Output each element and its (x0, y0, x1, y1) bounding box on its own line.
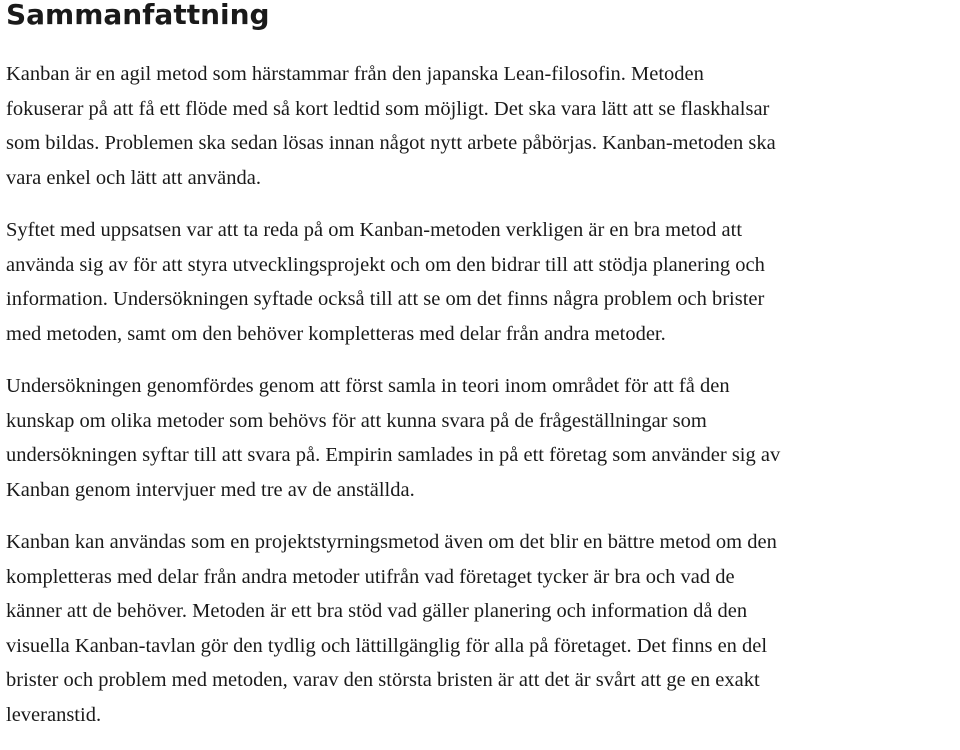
paragraph-line: använda sig av för att styra utvecklingsprojekt och om den bidrar till att stödja planering och (6, 253, 765, 276)
page-title: Sammanfattning (6, 0, 270, 31)
paragraph-line: Kanban genom intervjuer med tre av de anställda. (6, 478, 415, 501)
paragraph-line: leveranstid. (6, 703, 102, 726)
paragraph-3 (6, 369, 956, 507)
paragraph-1 (6, 57, 956, 195)
paragraph-line: Syftet med uppsatsen var att ta reda på om Kanban-metoden verkligen är en bra metod att (6, 219, 743, 241)
paragraph-4 (6, 525, 956, 732)
paragraph-line: som bildas. Problemen ska sedan lösas innan något nytt arbete påbörjas. Kanban-metoden ska (6, 132, 776, 154)
paragraph-line: kompletteras med delar från andra metoder utifrån vad företaget tycker är bra och vad de (6, 565, 735, 588)
paragraph-line: fokuserar på att få ett flöde med så kort ledtid som möjligt. Det ska vara lätt att se flaskhalsar (6, 97, 770, 120)
paragraph-line: Kanban är en agil metod som härstammar från den japanska Lean-filosofin. Metoden (6, 63, 704, 85)
paragraph-2 (6, 213, 956, 351)
paragraph-line: kunskap om olika metoder som behövs för att kunna svara på de frågeställningar som (6, 409, 707, 432)
paragraph-line: visuella Kanban-tavlan gör den tydlig och lättillgänglig för alla på företaget. Det finns en del (6, 634, 768, 657)
paragraph-line: undersökningen syftar till att svara på. Empirin samlades in på ett företag som använder sig av (6, 444, 781, 466)
paragraph-line: känner att de behöver. Metoden är ett bra stöd vad gäller planering och information då den (6, 600, 748, 622)
paragraph-line: med metoden, samt om den behöver kompletteras med delar från andra metoder. (6, 322, 666, 345)
paragraph-line: Undersökningen genomfördes genom att först samla in teori inom området för att få den (6, 375, 730, 397)
paragraph-line: information. Undersökningen syftade också till att se om det finns några problem och brister (6, 288, 765, 310)
document-page (6, 0, 956, 750)
paragraph-line: Kanban kan användas som en projektstyrningsmetod även om det blir en bättre metod om den (6, 531, 777, 553)
paragraph-line: brister och problem med metoden, varav den största bristen är att det är svårt att ge en exakt (6, 669, 760, 691)
paragraph-line: vara enkel och lätt att använda. (6, 166, 261, 189)
